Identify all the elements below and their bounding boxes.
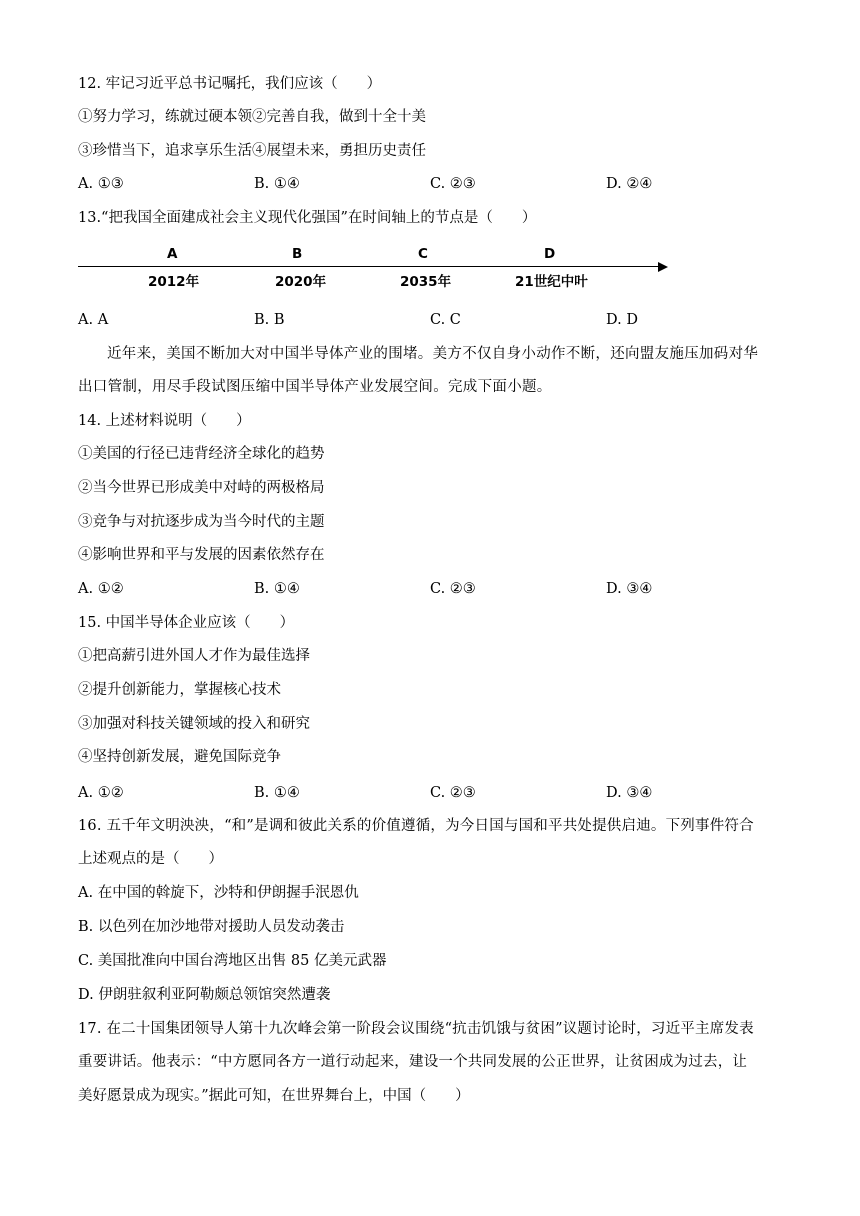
material-line-2: 出口管制，用尽手段试图压缩中国半导体产业发展空间。完成下面小题。	[78, 379, 552, 395]
q13-timeline	[78, 244, 678, 294]
q14-stem: 14. 上述材料说明（ ）	[78, 413, 251, 429]
q15-option-a: A. ①②	[78, 785, 124, 801]
q16-stem-line-2: 上述观点的是（ ）	[78, 851, 223, 867]
q17-stem-line-1: 17. 在二十国集团领导人第十九次峰会第一阶段会议围绕“抗击饥饿与贫困”议题讨论时，习近平主席发表	[78, 1021, 754, 1037]
timeline-year-mid-century: 21世纪中叶	[515, 274, 588, 290]
q15-option-b: B. ①④	[254, 785, 300, 801]
q17-stem-line-2: 重要讲话。他表示：“中方愿同各方一道行动起来，建设一个共同发展的公正世界，让贫困成为过去，让	[78, 1054, 748, 1070]
q16-choice-a: A. 在中国的斡旋下，沙特和伊朗握手泯恩仇	[78, 885, 359, 901]
q14-item-1: ①美国的行径已违背经济全球化的趋势	[78, 446, 325, 462]
timeline-year-2035: 2035年	[400, 274, 452, 290]
q14-option-b: B. ①④	[254, 581, 300, 597]
q14-option-a: A. ①②	[78, 581, 124, 597]
q16-choice-b: B. 以色列在加沙地带对援助人员发动袭击	[78, 919, 345, 935]
timeline-arrow-icon	[658, 262, 668, 272]
q15-item-4: ④坚持创新发展，避免国际竞争	[78, 749, 281, 765]
q15-stem: 15. 中国半导体企业应该（ ）	[78, 615, 295, 631]
q12-option-d: D. ②④	[606, 176, 653, 192]
q15-option-d: D. ③④	[606, 785, 653, 801]
q16-choice-d: D. 伊朗驻叙利亚阿勒颇总领馆突然遭袭	[78, 987, 331, 1003]
q13-option-c: C. C	[430, 312, 461, 328]
q14-item-4: ④影响世界和平与发展的因素依然存在	[78, 547, 325, 563]
q12-option-c: C. ②③	[430, 176, 476, 192]
q15-item-3: ③加强对科技关键领域的投入和研究	[78, 716, 310, 732]
material-line-1: 近年来，美国不断加大对中国半导体产业的围堵。美方不仅自身小动作不断，还向盟友施压加码对华	[107, 346, 759, 362]
q14-option-d: D. ③④	[606, 581, 653, 597]
q14-item-2: ②当今世界已形成美中对峙的两极格局	[78, 480, 325, 496]
q13-option-d: D. D	[606, 312, 638, 328]
q12-statement-line-1: ①努力学习，练就过硬本领②完善自我，做到十全十美	[78, 109, 426, 125]
q13-option-b: B. B	[254, 312, 285, 328]
q13-stem: 13.“把我国全面建成社会主义现代化强国”在时间轴上的节点是（ ）	[78, 210, 537, 226]
q14-option-c: C. ②③	[430, 581, 476, 597]
timeline-letter-c: C	[418, 246, 428, 262]
timeline-letter-d: D	[544, 246, 556, 262]
timeline-year-2020: 2020年	[275, 274, 327, 290]
q12-stem: 12. 牢记习近平总书记嘱托，我们应该（ ）	[78, 76, 382, 92]
q15-item-1: ①把高薪引进外国人才作为最佳选择	[78, 648, 310, 664]
q12-statement-line-2: ③珍惜当下，追求享乐生活④展望未来，勇担历史责任	[78, 143, 426, 159]
q15-option-c: C. ②③	[430, 785, 476, 801]
timeline-letter-b: B	[292, 246, 303, 262]
q13-option-a: A. A	[78, 312, 109, 328]
q16-choice-c: C. 美国批准向中国台湾地区出售 85 亿美元武器	[78, 953, 387, 969]
q12-option-a: A. ①③	[78, 176, 124, 192]
timeline-axis	[78, 266, 660, 267]
timeline-letter-a: A	[167, 246, 178, 262]
timeline-year-2012: 2012年	[148, 274, 200, 290]
q15-item-2: ②提升创新能力，掌握核心技术	[78, 682, 281, 698]
q17-stem-line-3: 美好愿景成为现实。”据此可知，在世界舞台上，中国（ ）	[78, 1088, 470, 1104]
q14-item-3: ③竞争与对抗逐步成为当今时代的主题	[78, 514, 325, 530]
q12-option-b: B. ①④	[254, 176, 300, 192]
q16-stem-line-1: 16. 五千年文明泱泱，“和”是调和彼此关系的价值遵循，为今日国与国和平共处提供启迪。下列事件符合	[78, 818, 754, 834]
